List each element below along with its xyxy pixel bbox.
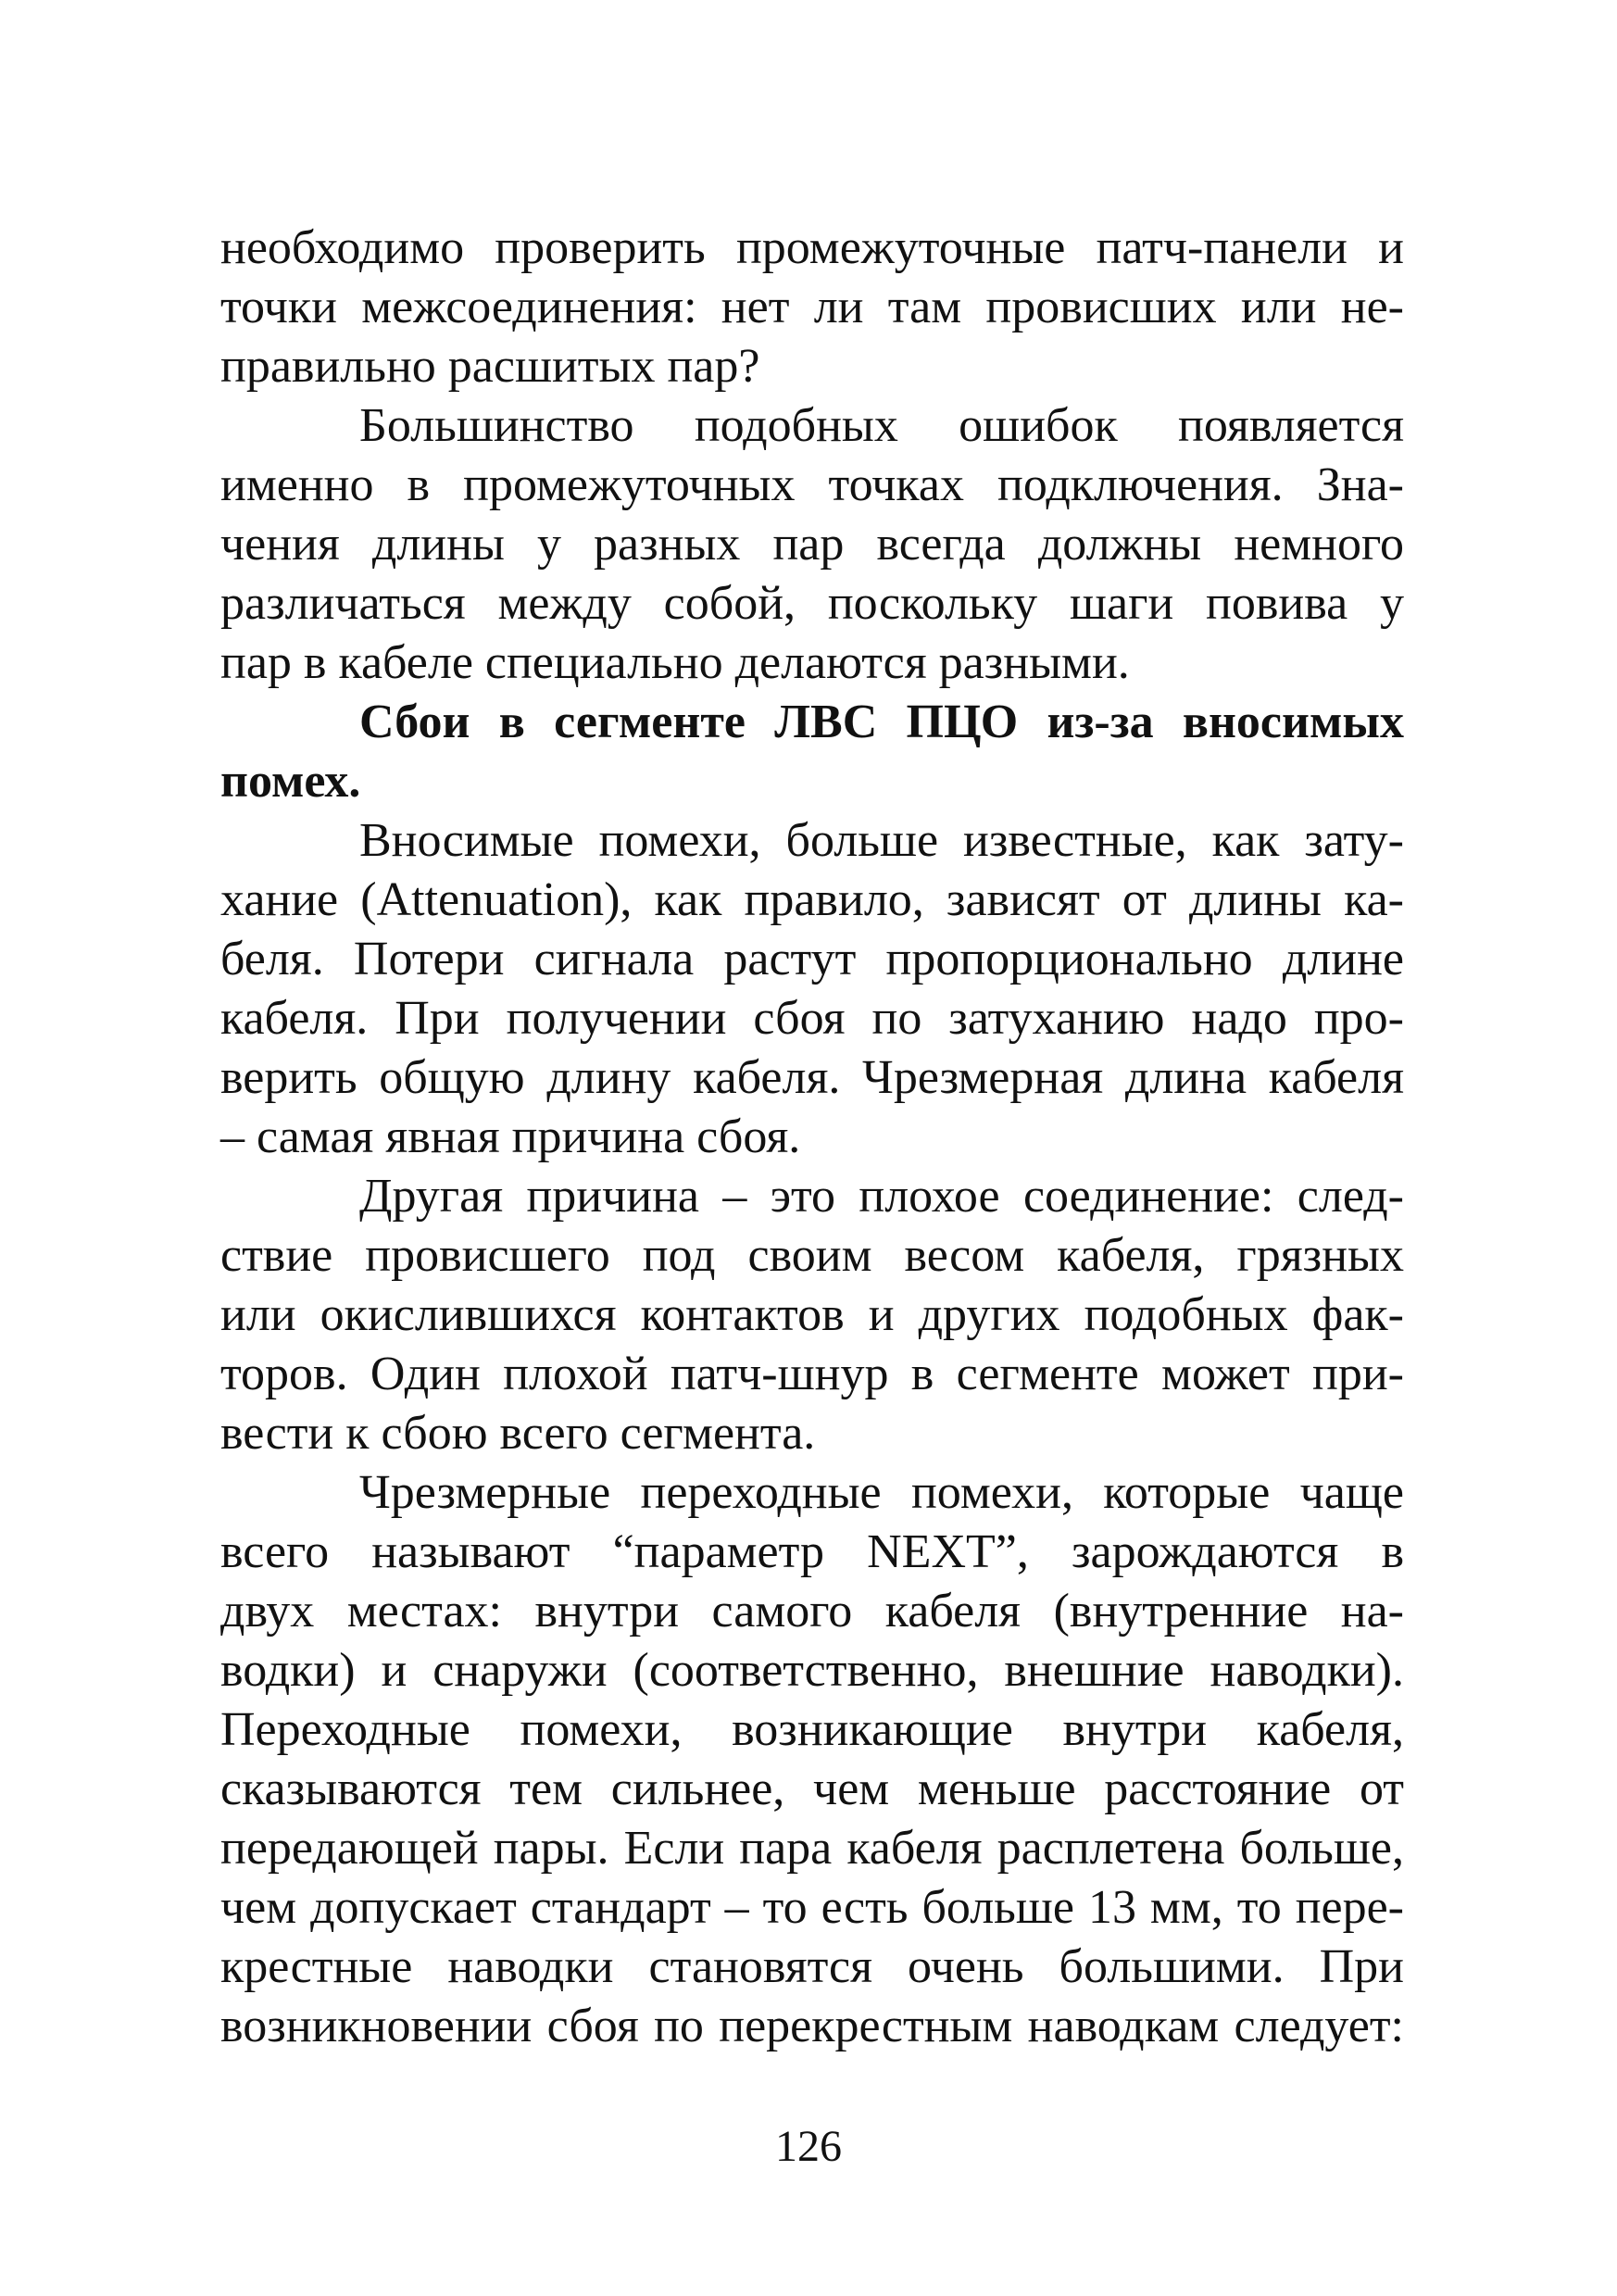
text-line: пар в кабеле специально делаются разными. [220,636,1130,689]
text-line: Чрезмерные переходные помехи, которые чаще [359,1466,1404,1519]
text-line: различаться между собой, поскольку шаги повива у [220,577,1404,630]
text-line: торов. Один плохой патч-шнур в сегменте может при- [220,1348,1404,1400]
text-line: Переходные помехи, возникающие внутри кабеля, [220,1703,1404,1756]
text-line: вести к сбою всего сегмента. [220,1407,816,1460]
text-line: верить общую длину кабеля. Чрезмерная длина кабеля [220,1051,1404,1104]
section-heading [220,693,1404,811]
text-line: хание (Attenuation), как правило, зависят от длины ка- [220,873,1404,926]
page-number: 126 [775,2122,842,2171]
text-line: помех. [220,755,361,808]
text-line: возникновении сбоя по перекрестным наводкам следует: [220,2000,1404,2052]
text-line: Большинство подобных ошибок появляется [359,399,1404,452]
paragraph [220,1463,1404,2056]
text-line: крестные наводки становятся очень большими. При [220,1940,1404,1993]
text-line: ствие провисшего под своим весом кабеля, грязных [220,1229,1404,1282]
text-line: двух местах: внутри самого кабеля (внутренние на- [220,1585,1404,1637]
text-line: водки) и снаружи (соответственно, внешние наводки). [220,1644,1404,1697]
page-body [220,219,1404,2056]
paragraph [220,811,1404,1167]
text-line: точки межсоединения: нет ли там провисших или не- [220,281,1404,333]
text-line: Вносимые помехи, больше известные, как зату- [359,814,1404,867]
text-line: Другая причина – это плохое соединение: след- [359,1170,1404,1223]
text-line: или окислившихся контактов и других подобных фак- [220,1288,1404,1341]
text-line: всего называют “параметр NEXT”, зарождаются в [220,1525,1404,1578]
text-line: кабеля. При получении сбоя по затуханию надо про- [220,992,1404,1045]
text-line: передающей пары. Если пара кабеля расплетена больше, [220,1822,1404,1875]
text-line: чем допускает стандарт – то есть больше 13 мм, то пере- [220,1881,1404,1934]
text-line: чения длины у разных пар всегда должны немного [220,518,1404,571]
text-line: правильно расшитых пар? [220,340,760,393]
text-line: – самая явная причина сбоя. [220,1110,801,1163]
text-line: необходимо проверить промежуточные патч-панели и [220,221,1404,274]
text-line: сказываются тем сильнее, чем меньше расстояние от [220,1763,1404,1815]
paragraph [220,396,1404,693]
text-line: Сбои в сегменте ЛВС ПЦО из-за вносимых [359,696,1404,748]
paragraph [220,219,1404,396]
text-line: беля. Потери сигнала растут пропорционально длине [220,933,1404,985]
text-line: именно в промежуточных точках подключения. Зна- [220,458,1404,511]
paragraph [220,1167,1404,1463]
